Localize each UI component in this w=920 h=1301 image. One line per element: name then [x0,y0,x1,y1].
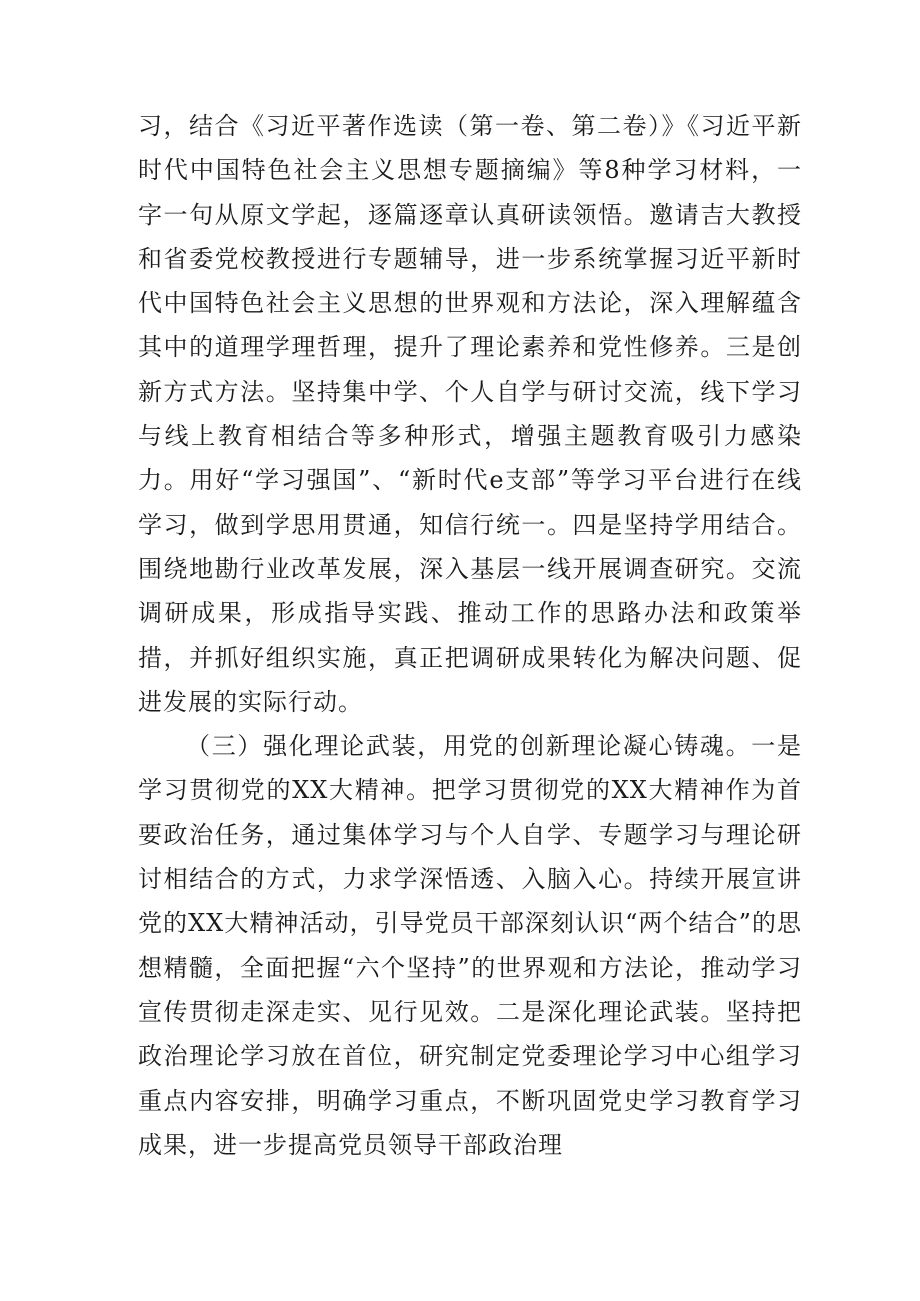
paragraph-section-three: （三）强化理论武装，用党的创新理论凝心铸魂。一是学习贯彻党的XX大精神。把学习贯彻党的XX大精神作为首要政治任务，通过集体学习与个人自学、专题学习与理论研讨相结合的方式，力求学深悟透、入脑入心。持续开展宣讲党的XX大精神活动，引导党员干部深刻认识“两个结合”的思想精髓，全面把握“六个坚持”的世界观和方法论，推动学习宣传贯彻走深走实、见行见效。二是深化理论武装。坚持把政治理论学习放在首位，研究制定党委理论学习中心组学习重点内容安排，明确学习重点，不断巩固党史学习教育学习成果，进一步提高党员领导干部政治理 [138,732,802,1159]
paragraph-continuation: 习，结合《习近平著作选读（第一卷、第二卷）》《习近平新时代中国特色社会主义思想专题摘编》等8种学习材料，一字一句从原文学起，逐篇逐章认真研读领悟。邀请吉大教授和省委党校教授进行专题辅导，进一步系统掌握习近平新时代中国特色社会主义思想的世界观和方法论，深入理解蕴含其中的道理学理哲理，提升了理论素养和党性修养。三是创新方式方法。坚持集中学、个人自学与研讨交流，线下学习与线上教育相结合等多种形式，增强主题教育吸引力感染力。用好“学习强国”、“新时代e支部”等学习平台进行在线学习，做到学思用贯通，知信行统一。四是坚持学用结合。围绕地勘行业改革发展，深入基层一线开展调查研究。交流调研成果，形成指导实践、推动工作的思路办法和政策举措，并抓好组织实施，真正把调研成果转化为解决问题、促进发展的实际行动。 [138,112,802,716]
document-page [138,104,802,1167]
